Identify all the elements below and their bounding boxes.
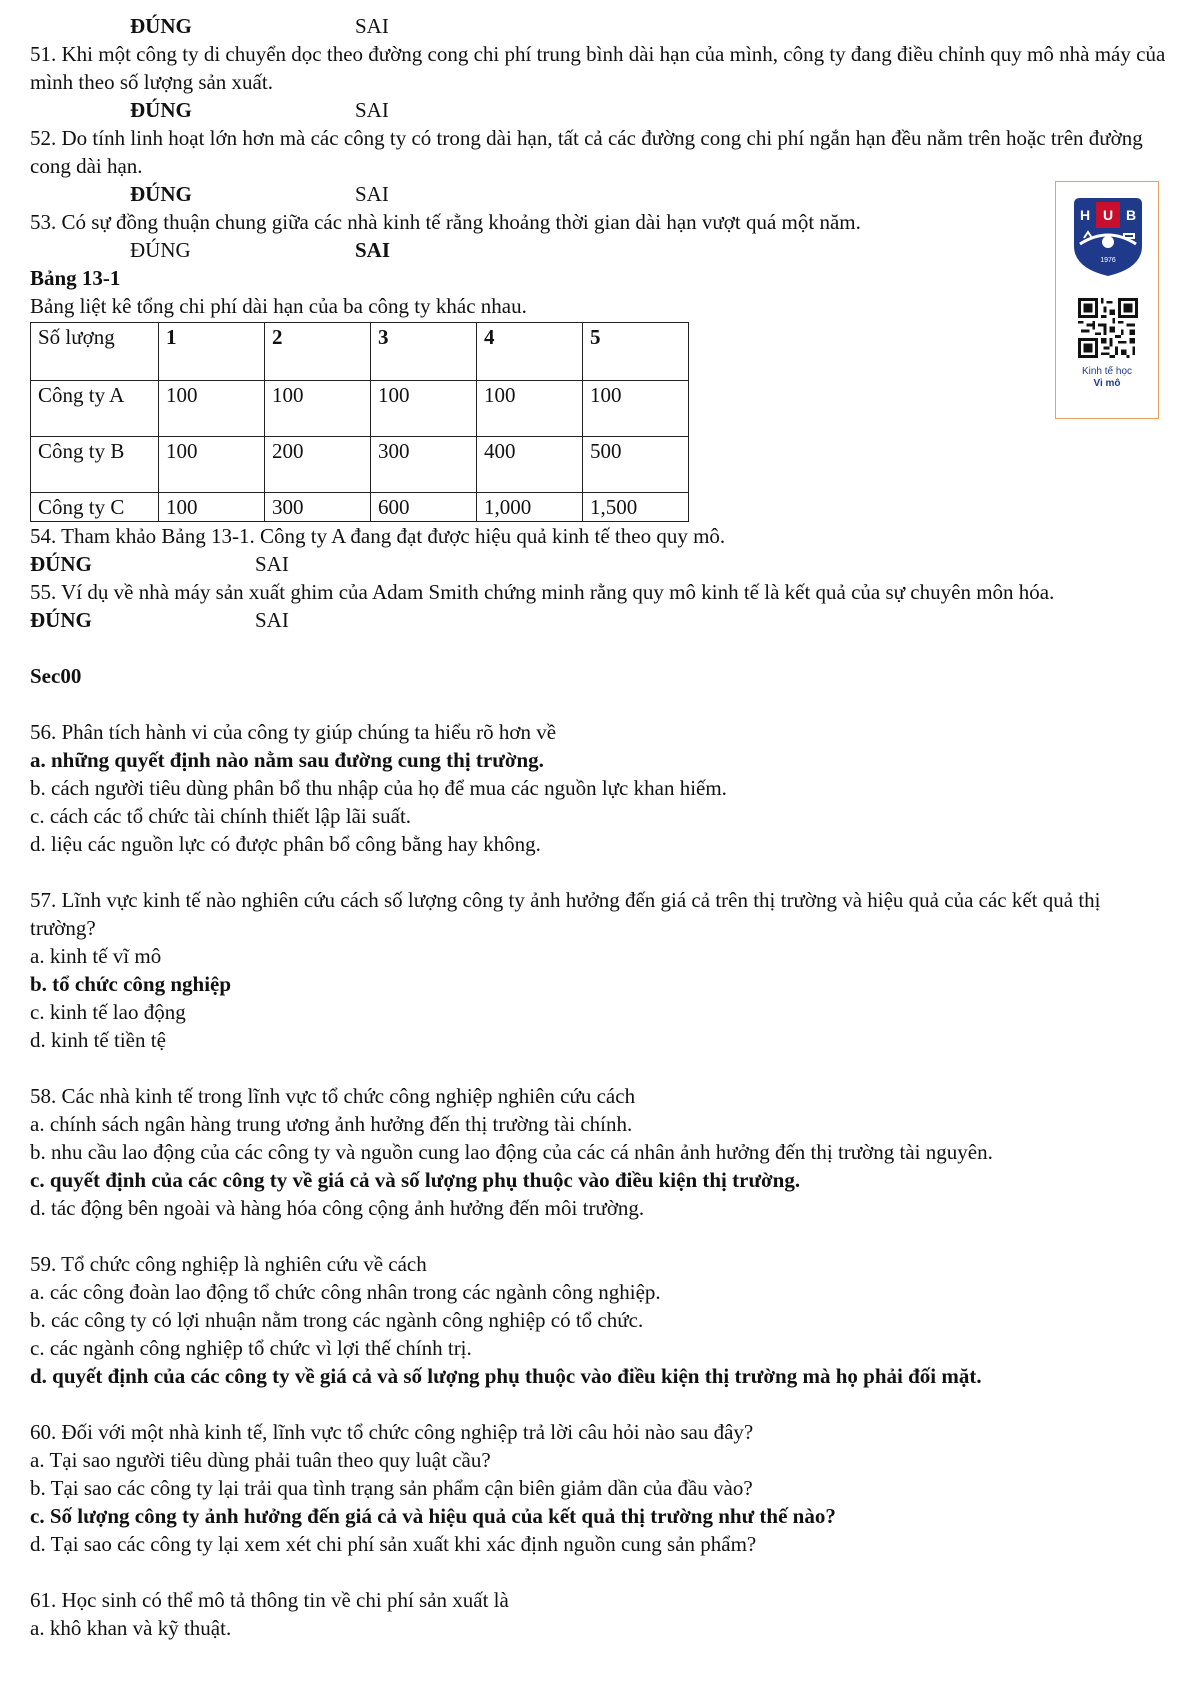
table-cell: 1,000 (477, 493, 583, 522)
table-header-cell: 3 (371, 323, 477, 381)
table-cell: Công ty B (31, 437, 159, 493)
question-stem: 61. Học sinh có thể mô tả thông tin về chi phí sản xuất là (30, 1588, 509, 1612)
section-heading: Sec00 (30, 664, 82, 688)
false-option[interactable]: SAI (355, 98, 389, 122)
false-option[interactable]: SAI (355, 238, 391, 262)
question-stem: 59. Tổ chức công nghiệp là nghiên cứu về cách (30, 1252, 427, 1276)
question-52: 52. Do tính linh hoạt lớn hơn mà các công ty có trong dài hạn, tất cả các đường cong chi phí ngắn hạn đều nằm trên hoặc trên đường cong dài hạn. (30, 126, 1143, 178)
logo-caption-line2: Vi mô (1093, 378, 1121, 389)
table-cell: 100 (583, 381, 689, 437)
table-cell: 100 (477, 381, 583, 437)
table-header-row (31, 323, 689, 381)
table-cell: Công ty A (31, 381, 159, 437)
question-51: 51. Khi một công ty di chuyển dọc theo đường cong chi phí trung bình dài hạn của mình, công ty đang điều chỉnh quy mô nhà máy của mình theo số lượng sản xuất. (30, 42, 1166, 94)
logo-letter: H (1079, 207, 1091, 223)
table-caption: Bảng liệt kê tổng chi phí dài hạn của ba công ty khác nhau. (30, 294, 527, 318)
answer-option-a[interactable]: a. Tại sao người tiêu dùng phải tuân theo quy luật cầu? (30, 1448, 491, 1472)
logo-year: 1976 (1100, 257, 1116, 264)
question-55: 55. Ví dụ về nhà máy sản xuất ghim của Adam Smith chứng minh rằng quy mô kinh tế là kết quả của sự chuyên môn hóa. (30, 580, 1055, 604)
table-row (31, 381, 689, 437)
hub-logo-box (1055, 181, 1159, 419)
question-58 (30, 1082, 1170, 1222)
question-61 (30, 1586, 1170, 1642)
answer-option-a[interactable]: a. chính sách ngân hàng trung ương ảnh hưởng đến thị trường tài chính. (30, 1112, 633, 1136)
logo-letter: B (1125, 207, 1137, 223)
false-option[interactable]: SAI (355, 182, 389, 206)
question-stem: 60. Đối với một nhà kinh tế, lĩnh vực tổ chức công nghiệp trả lời câu hỏi nào sau đây? (30, 1420, 754, 1444)
document-page (30, 12, 1170, 1642)
table-row (31, 437, 689, 493)
question-stem: 58. Các nhà kinh tế trong lĩnh vực tổ chức công nghiệp nghiên cứu cách (30, 1084, 636, 1108)
answer-option-d[interactable]: d. liệu các nguồn lực có được phân bổ công bằng hay không. (30, 832, 541, 856)
true-option[interactable]: ĐÚNG (30, 552, 92, 576)
table-cell: 200 (265, 437, 371, 493)
table-cell: 100 (159, 381, 265, 437)
question-stem: 56. Phân tích hành vi của công ty giúp chúng ta hiểu rõ hơn về (30, 720, 557, 744)
table-cell: 1,500 (583, 493, 689, 522)
question-53: 53. Có sự đồng thuận chung giữa các nhà kinh tế rằng khoảng thời gian dài hạn vượt quá một năm. (30, 210, 861, 234)
answer-option-c[interactable]: c. Số lượng công ty ảnh hưởng đến giá cả và hiệu quả của kết quả thị trường như thế nào? (30, 1504, 836, 1528)
table-cell: 100 (159, 493, 265, 522)
answer-option-a[interactable]: a. kinh tế vĩ mô (30, 944, 162, 968)
q51-answer-options (30, 96, 1170, 124)
q50-answer-options (30, 12, 1170, 40)
table-cell: 500 (583, 437, 689, 493)
answer-option-a[interactable]: a. những quyết định nào nằm sau đường cung thị trường. (30, 748, 544, 772)
true-option[interactable]: ĐÚNG (30, 608, 92, 632)
answer-option-d[interactable]: d. quyết định của các công ty về giá cả và số lượng phụ thuộc vào điều kiện thị trường mà họ phải đối mặt. (30, 1364, 982, 1388)
answer-option-d[interactable]: d. tác động bên ngoài và hàng hóa công cộng ảnh hưởng đến môi trường. (30, 1196, 645, 1220)
table-cell: 300 (371, 437, 477, 493)
table-header-cell: Số lượng (31, 323, 159, 381)
table-cell: 100 (265, 381, 371, 437)
answer-option-c[interactable]: c. cách các tổ chức tài chính thiết lập lãi suất. (30, 804, 412, 828)
table-cell: 300 (265, 493, 371, 522)
answer-option-d[interactable]: d. Tại sao các công ty lại xem xét chi phí sản xuất khi xác định nguồn cung sản phẩm? (30, 1532, 757, 1556)
answer-option-a[interactable]: a. các công đoàn lao động tổ chức công nhân trong các ngành công nghiệp. (30, 1280, 661, 1304)
question-stem: 57. Lĩnh vực kinh tế nào nghiên cứu cách số lượng công ty ảnh hưởng đến giá cả trên thị trường và hiệu quả của các kết quả thị trường? (30, 888, 1101, 940)
false-option[interactable]: SAI (355, 14, 389, 38)
q52-answer-options (30, 180, 1170, 208)
answer-option-b[interactable]: b. Tại sao các công ty lại trải qua tình trạng sản phẩm cận biên giảm dần của đầu vào? (30, 1476, 753, 1500)
question-59 (30, 1250, 1170, 1390)
answer-option-b[interactable]: b. nhu cầu lao động của các công ty và nguồn cung lao động của các cá nhân ảnh hưởng đến thị trường tài nguyên. (30, 1140, 993, 1164)
question-60 (30, 1418, 1170, 1558)
table-header-cell: 4 (477, 323, 583, 381)
answer-option-b[interactable]: b. cách người tiêu dùng phân bổ thu nhập của họ để mua các nguồn lực khan hiếm. (30, 776, 727, 800)
q55-answer-options (30, 606, 1170, 634)
table-cell: Công ty C (31, 493, 159, 522)
true-option[interactable]: ĐÚNG (130, 238, 191, 262)
answer-option-c[interactable]: c. kinh tế lao động (30, 1000, 186, 1024)
table-cell: 400 (477, 437, 583, 493)
logo-caption-line1: Kinh tế học (1081, 366, 1133, 377)
cost-table (30, 322, 689, 522)
false-option[interactable]: SAI (255, 552, 289, 576)
true-option[interactable]: ĐÚNG (130, 182, 192, 206)
answer-option-c[interactable]: c. các ngành công nghiệp tổ chức vì lợi thế chính trị. (30, 1336, 472, 1360)
table-header-cell: 5 (583, 323, 689, 381)
false-option[interactable]: SAI (255, 608, 289, 632)
logo-letter: U (1102, 207, 1114, 223)
table-cell: 100 (371, 381, 477, 437)
q53-answer-options (30, 236, 1170, 264)
answer-option-a[interactable]: a. khô khan và kỹ thuật. (30, 1616, 232, 1640)
table-row (31, 493, 689, 522)
answer-option-b[interactable]: b. tổ chức công nghiệp (30, 972, 232, 996)
question-56 (30, 718, 1170, 858)
true-option[interactable]: ĐÚNG (130, 98, 192, 122)
table-header-cell: 2 (265, 323, 371, 381)
table-title: Bảng 13-1 (30, 266, 121, 290)
answer-option-b[interactable]: b. các công ty có lợi nhuận nằm trong các ngành công nghiệp có tổ chức. (30, 1308, 644, 1332)
table-cell: 100 (159, 437, 265, 493)
table-header-cell: 1 (159, 323, 265, 381)
q54-answer-options (30, 550, 1170, 578)
hub-shield-icon (1070, 196, 1146, 278)
qr-code-icon (1078, 298, 1138, 358)
table-cell: 600 (371, 493, 477, 522)
answer-option-c[interactable]: c. quyết định của các công ty về giá cả và số lượng phụ thuộc vào điều kiện thị trường. (30, 1168, 801, 1192)
question-57 (30, 886, 1170, 1054)
true-option[interactable]: ĐÚNG (130, 14, 192, 38)
question-54: 54. Tham khảo Bảng 13-1. Công ty A đang đạt được hiệu quả kinh tế theo quy mô. (30, 524, 726, 548)
answer-option-d[interactable]: d. kinh tế tiền tệ (30, 1028, 166, 1052)
